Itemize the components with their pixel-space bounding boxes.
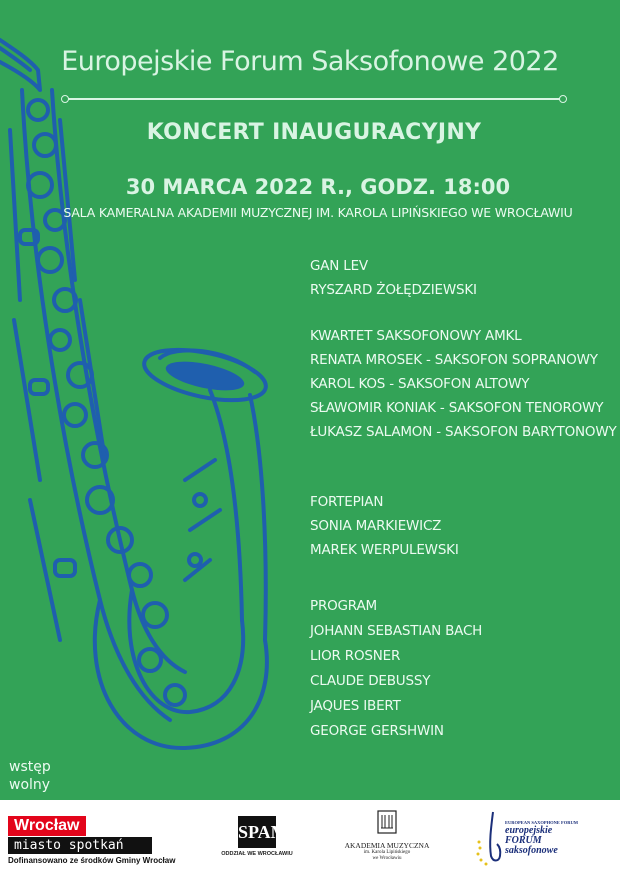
academy-name: AKADEMIA MUZYCZNA xyxy=(344,841,430,850)
free-admission xyxy=(9,758,51,794)
list-item: JAQUES IBERT xyxy=(310,698,401,714)
title-divider xyxy=(67,98,561,100)
list-item: MAREK WERPULEWSKI xyxy=(310,542,459,558)
list-item: KAROL KOS - SAKSOFON ALTOWY xyxy=(310,376,530,392)
funding-note: Dofinansowano ze środków Gminy Wrocław xyxy=(8,856,176,865)
spam-logo xyxy=(212,816,302,857)
list-item: ŁUKASZ SALAMON - SAKSOFON BARYTONOWY xyxy=(310,424,617,440)
list-item: SŁAWOMIR KONIAK - SAKSOFON TENOROWY xyxy=(310,400,604,416)
efs-name-line: FORUM xyxy=(505,835,542,846)
wroclaw-tagline: miasto spotkań xyxy=(8,837,152,854)
list-item: RENATA MROSEK - SAKSOFON SOPRANOWY xyxy=(310,352,598,368)
list-item: SONIA MARKIEWICZ xyxy=(310,518,442,534)
list-item: PROGRAM xyxy=(310,598,377,614)
academy-logo xyxy=(342,810,432,862)
free-admission-line: wstęp xyxy=(9,759,51,775)
list-item: CLAUDE DEBUSSY xyxy=(310,673,431,689)
concert-venue: SALA KAMERALNA AKADEMII MUZYCZNEJ IM. KAROLA LIPIŃSKIEGO WE WROCŁAWIU xyxy=(63,205,573,220)
sponsor-footer xyxy=(0,800,620,877)
efs-tagline: EUROPEAN SAXOPHONE FORUM xyxy=(505,820,578,825)
wroclaw-name: Wrocław xyxy=(8,816,86,836)
efs-name-line: saksofonowe xyxy=(505,845,558,856)
stars-icon xyxy=(477,841,488,866)
list-item: LIOR ROSNER xyxy=(310,648,401,664)
efs-logo xyxy=(475,808,595,870)
list-item: FORTEPIAN xyxy=(310,494,384,510)
list-item: RYSZARD ŻOŁĘDZIEWSKI xyxy=(310,282,477,298)
saxophone-logo-icon xyxy=(475,808,505,868)
list-item: GAN LEV xyxy=(310,258,368,274)
list-item: KWARTET SAKSOFONOWY AMKL xyxy=(310,328,522,344)
lyre-icon xyxy=(377,810,397,834)
efs-name-line: europejskie xyxy=(505,825,553,836)
spam-mark: SPAM xyxy=(238,816,276,848)
concert-date: 30 MARCA 2022 R., GODZ. 18:00 xyxy=(125,175,511,199)
wroclaw-logo xyxy=(8,816,152,854)
academy-city: we Wrocławiu xyxy=(372,856,402,861)
event-title: Europejskie Forum Saksofonowe 2022 xyxy=(61,46,559,77)
concert-subtitle: KONCERT INAUGURACYJNY xyxy=(146,120,482,145)
spam-subtitle: ODDZIAŁ WE WROCŁAWIU xyxy=(221,851,293,857)
efs-text xyxy=(505,820,578,856)
academy-patron: im. Karola Lipińskiego xyxy=(363,850,411,855)
free-admission-line: wolny xyxy=(9,777,51,793)
list-item: JOHANN SEBASTIAN BACH xyxy=(310,623,483,639)
list-item: GEORGE GERSHWIN xyxy=(310,723,444,739)
